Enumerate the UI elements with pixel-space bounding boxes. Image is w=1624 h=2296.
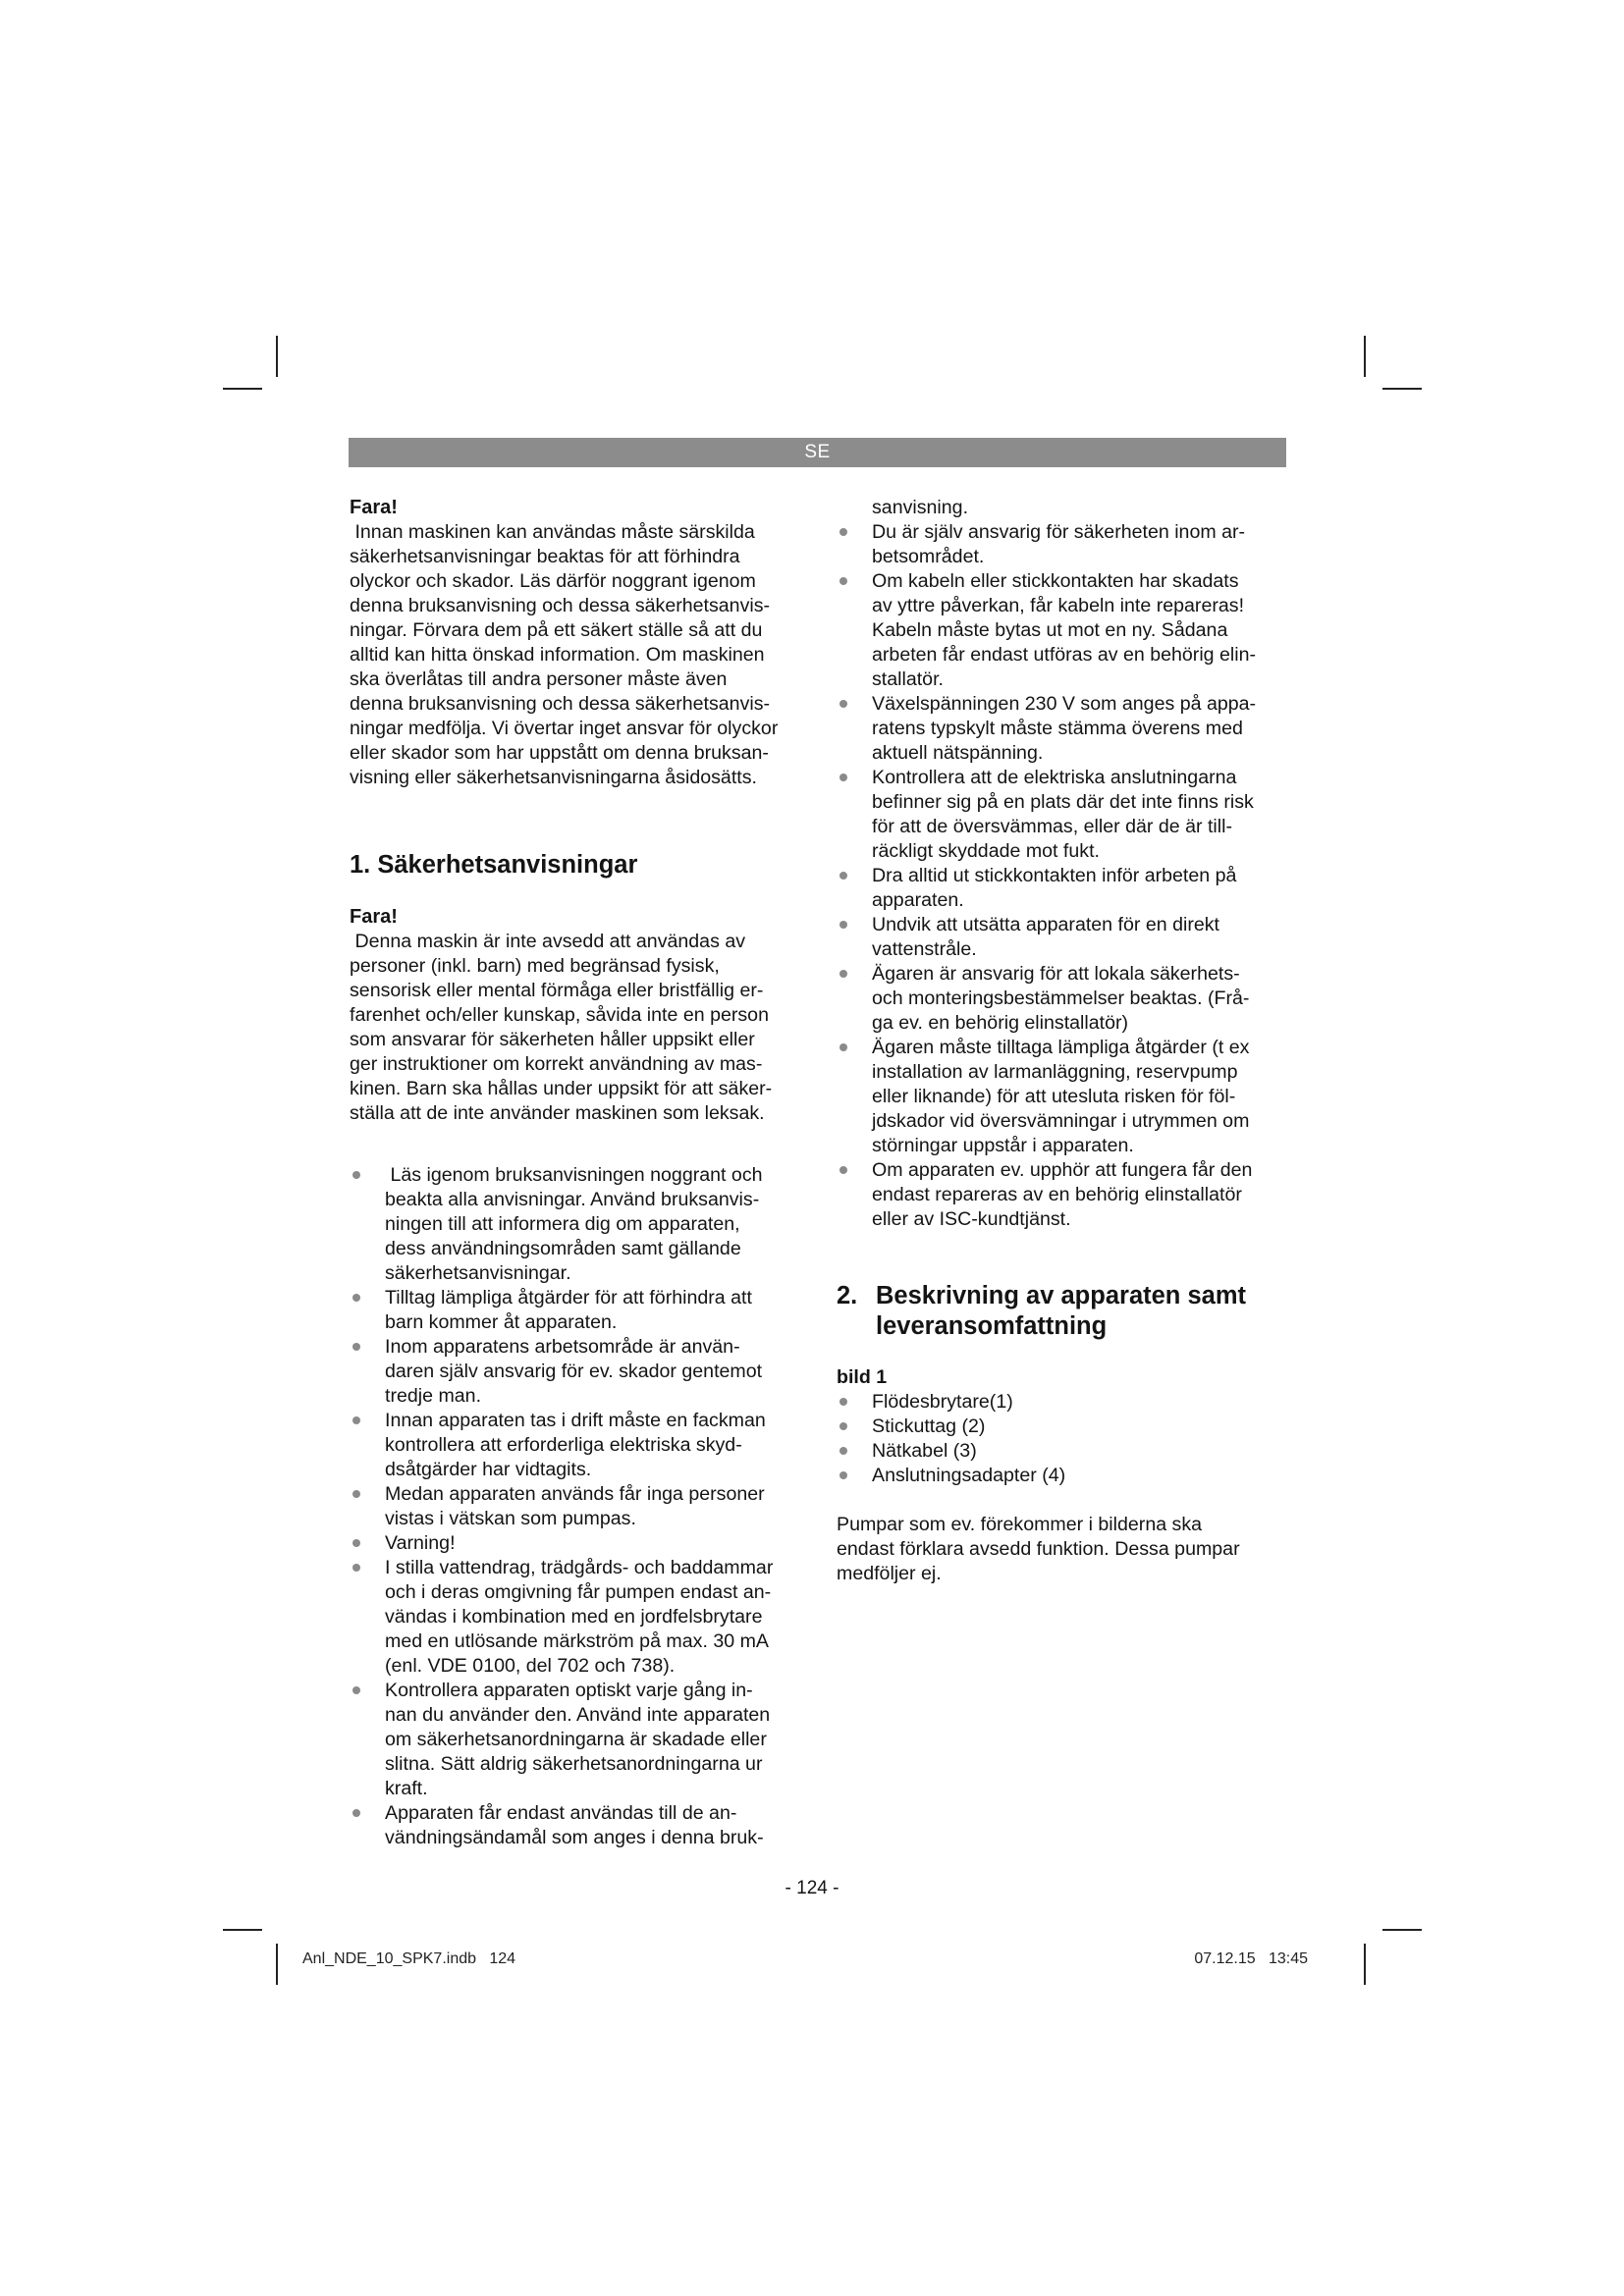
parts-list [837, 1390, 1293, 1488]
text-line: Innan apparaten tas i drift måste en fackman [385, 1410, 766, 1431]
text-line: aktuell nätspänning. [872, 742, 1044, 764]
list-item [837, 1036, 1293, 1158]
text-line: vistas i vätskan som pumpas. [385, 1508, 636, 1529]
list-item [350, 1556, 806, 1679]
list-item [350, 1531, 806, 1556]
text-line: daren själv ansvarig för ev. skador gentemot [385, 1361, 763, 1382]
text-line: farenhet och/eller kunskap, såvida inte en person [350, 1004, 769, 1026]
danger-paragraph-2 [350, 930, 806, 1126]
text-line: eller av ISC-kundtjänst. [872, 1208, 1071, 1230]
list-item [837, 692, 1293, 766]
text-line: med en utlösande märkström på max. 30 mA [385, 1630, 769, 1652]
text-line: ska överlåtas till andra personer måste även [350, 668, 728, 690]
text-line: ställa att de inte använder maskinen som leksak. [350, 1102, 765, 1124]
text-line: av yttre påverkan, får kabeln inte repareras! [872, 595, 1245, 616]
text-line: tredje man. [385, 1385, 482, 1407]
page-number: - 124 - [785, 1878, 839, 1898]
text-line: Medan apparaten används får inga personer [385, 1483, 765, 1505]
text-line: ningar medfölja. Vi övertar inget ansvar för olyckor [350, 718, 779, 739]
crop-mark [223, 388, 262, 390]
text-line: befinner sig på en plats där det inte finns risk [872, 791, 1254, 813]
list-item [350, 1286, 806, 1335]
text-line: ratens typskylt måste stämma överens med [872, 718, 1243, 739]
text-line: Innan maskinen kan användas måste särskilda [350, 521, 755, 543]
text-line: installation av larmanläggning, reservpump [872, 1061, 1238, 1083]
crop-mark [1364, 1944, 1366, 1985]
text-line: säkerhetsanvisningar beaktas för att förhindra [350, 546, 740, 567]
text-line: dsåtgärder har vidtagits. [385, 1459, 592, 1480]
section-1-title: 1. Säkerhetsanvisningar [350, 851, 638, 879]
text-line: Inom apparatens arbetsområde är använ- [385, 1336, 740, 1358]
section-2-number: 2. [837, 1282, 858, 1309]
text-line: jdskador vid översvämningar i utrymmen om [872, 1110, 1250, 1132]
text-line: Kontrollera apparaten optiskt varje gång in- [385, 1680, 753, 1701]
text-line: Läs igenom bruksanvisningen noggrant och [385, 1164, 763, 1186]
crop-mark [276, 1944, 278, 1985]
text-line: störningar uppstår i apparaten. [872, 1135, 1134, 1156]
text-line: om säkerhetsanordningarna är skadade eller [385, 1729, 767, 1750]
text-line: Kontrollera att de elektriska anslutningarna [872, 767, 1237, 788]
text-line: apparaten. [872, 889, 964, 911]
text-line: ger instruktioner om korrekt användning av mas- [350, 1053, 763, 1075]
list-item [837, 766, 1293, 864]
list-item [350, 1163, 806, 1286]
part-item: Nätkabel (3) [837, 1439, 1293, 1464]
text-line: Varning! [385, 1532, 456, 1554]
text-line: slitna. Sätt aldrig säkerhetsanordningarna ur [385, 1753, 763, 1775]
list-item [350, 1409, 806, 1482]
section-2-title-line: Beskrivning av apparaten samt [876, 1282, 1246, 1309]
text-line: Kabeln måste bytas ut mot en ny. Sådana [872, 619, 1228, 641]
text-line: nan du använder den. Använd inte apparaten [385, 1704, 771, 1726]
danger-heading: Fara! [350, 497, 398, 518]
list-item [350, 1335, 806, 1409]
text-line: (enl. VDE 0100, del 702 och 738). [385, 1655, 676, 1677]
text-line: arbeten får endast utföras av en behörig elin- [872, 644, 1257, 666]
text-line: ningar. Förvara dem på ett säkert ställe så att du [350, 619, 763, 641]
left-column [350, 496, 806, 1850]
safety-bullet-list-continued [837, 520, 1293, 1232]
text-line: kontrollera att erforderliga elektriska skyd- [385, 1434, 742, 1456]
text-line: Tilltag lämpliga åtgärder för att förhindra att [385, 1287, 752, 1308]
list-item [350, 1482, 806, 1531]
text-line: eller skador som har uppstått om denna bruksan- [350, 742, 769, 764]
text-line: endast repareras av en behörig elinstallatör [872, 1184, 1242, 1205]
text-line: olyckor och skador. Läs därför noggrant igenom [350, 570, 756, 592]
list-item [837, 520, 1293, 569]
continued-text: sanvisning. [872, 497, 969, 518]
text-line: visning eller säkerhetsanvisningarna åsidosätts. [350, 767, 757, 788]
text-line: kraft. [385, 1778, 428, 1799]
text-line: säkerhetsanvisningar. [385, 1262, 571, 1284]
part-item: Stickuttag (2) [837, 1415, 1293, 1439]
text-line: endast förklara avsedd funktion. Dessa pumpar [837, 1538, 1240, 1560]
text-line: Ägaren är ansvarig för att lokala säkerhets- [872, 963, 1240, 985]
section-2-title-line: leveransomfattning [876, 1312, 1108, 1340]
text-line: Pumpar som ev. förekommer i bilderna ska [837, 1514, 1203, 1535]
danger-heading-2: Fara! [350, 906, 398, 928]
list-item [837, 569, 1293, 692]
text-line: sensorisk eller mental förmåga eller bristfällig er- [350, 980, 764, 1001]
text-line: stallatör. [872, 668, 944, 690]
text-line: Apparaten får endast användas till de an- [385, 1802, 737, 1824]
text-line: ga ev. en behörig elinstallatör) [872, 1012, 1129, 1034]
text-line: för att de översvämmas, eller där de är till- [872, 816, 1232, 837]
crop-mark [1364, 336, 1366, 377]
text-line: barn kommer åt apparaten. [385, 1311, 618, 1333]
figure-label: bild 1 [837, 1366, 888, 1388]
intro-paragraph [350, 520, 806, 790]
text-line: Dra alltid ut stickkontakten inför arbeten på [872, 865, 1237, 886]
text-line: denna bruksanvisning och dessa säkerhetsanvis- [350, 693, 771, 715]
text-line: vändas i kombination med en jordfelsbrytare [385, 1606, 763, 1628]
text-line: och monteringsbestämmelser beaktas. (Frå- [872, 988, 1250, 1009]
text-line: eller liknande) för att utesluta risken för föl- [872, 1086, 1236, 1107]
text-line: Undvik att utsätta apparaten för en direkt [872, 914, 1219, 935]
part-item: Anslutningsadapter (4) [837, 1464, 1293, 1488]
crop-mark [276, 336, 278, 377]
text-line: dess användningsområden samt gällande [385, 1238, 741, 1259]
text-line: Denna maskin är inte avsedd att användas av [350, 931, 746, 952]
text-line: vattenstråle. [872, 938, 977, 960]
crop-mark [223, 1929, 262, 1931]
list-item [837, 913, 1293, 962]
print-timestamp: 07.12.15 13:45 [1194, 1950, 1308, 1967]
text-line: alltid kan hitta önskad information. Om maskinen [350, 644, 765, 666]
text-line: Om kabeln eller stickkontakten har skadats [872, 570, 1239, 592]
text-line: personer (inkl. barn) med begränsad fysisk, [350, 955, 720, 977]
part-item: Flödesbrytare(1) [837, 1390, 1293, 1415]
file-info: Anl_NDE_10_SPK7.indb 124 [302, 1950, 516, 1967]
text-line: som ansvarar för säkerheten håller uppsikt eller [350, 1029, 755, 1050]
list-item [837, 1158, 1293, 1232]
crop-mark [1382, 388, 1422, 390]
list-item [350, 1801, 806, 1850]
text-line: räckligt skyddade mot fukt. [872, 840, 1100, 862]
text-line: medföljer ej. [837, 1563, 942, 1584]
right-column [837, 496, 1293, 1586]
text-line: denna bruksanvisning och dessa säkerhetsanvis- [350, 595, 771, 616]
text-line: vändningsändamål som anges i denna bruk- [385, 1827, 764, 1848]
note-paragraph [837, 1513, 1293, 1586]
text-line: Om apparaten ev. upphör att fungera får den [872, 1159, 1253, 1181]
text-line: Du är själv ansvarig för säkerheten inom ar- [872, 521, 1246, 543]
text-line: kinen. Barn ska hållas under uppsikt för att säker- [350, 1078, 773, 1099]
list-item [350, 1679, 806, 1801]
text-line: och i deras omgivning får pumpen endast an- [385, 1581, 772, 1603]
list-item [837, 962, 1293, 1036]
text-line: I stilla vattendrag, trädgårds- och baddammar [385, 1557, 774, 1578]
text-line: Växelspänningen 230 V som anges på appa- [872, 693, 1257, 715]
text-line: betsområdet. [872, 546, 985, 567]
crop-mark [1382, 1929, 1422, 1931]
language-header-bar: SE [349, 438, 1286, 467]
text-line: Ägaren måste tilltaga lämpliga åtgärder (t ex [872, 1037, 1250, 1058]
text-line: beakta alla anvisningar. Använd bruksanvis- [385, 1189, 760, 1210]
text-line: ningen till att informera dig om apparaten, [385, 1213, 740, 1235]
safety-bullet-list [350, 1163, 806, 1850]
list-item [837, 864, 1293, 913]
section-2-title [837, 1281, 1293, 1342]
